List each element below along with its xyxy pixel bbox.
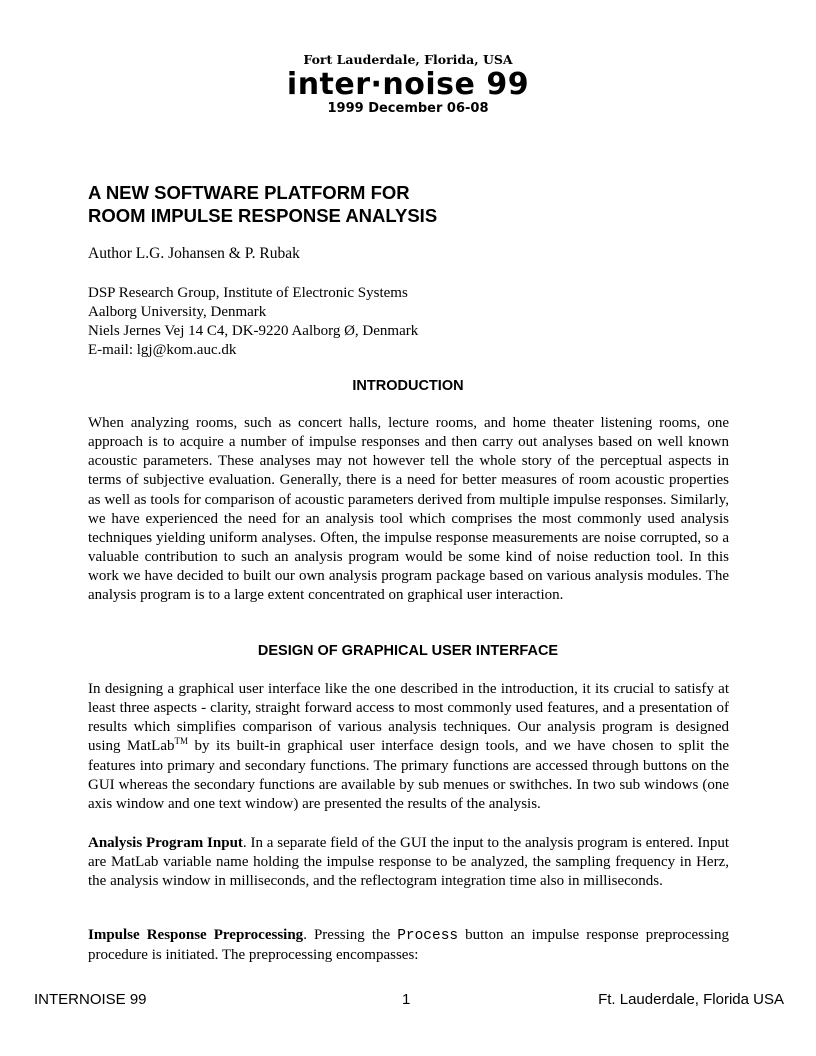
preprocessing-text-part1: . Pressing the: [303, 927, 398, 943]
introduction-heading: INTRODUCTION: [352, 378, 464, 394]
preprocessing-paragraph: [88, 926, 729, 965]
paper-authors: Author L.G. Johansen & P. Rubak: [88, 245, 300, 262]
analysis-input-paragraph: [88, 834, 729, 891]
author-affiliation: [88, 284, 418, 360]
conference-dates: 1999 December 06-08: [327, 101, 489, 116]
gui-design-text-part2: by its built-in graphical user interface design tools, and we have chosen to split the features into primary and secondary functions. The primary functions are accessed through buttons on the GUI whereas the secondary functions are available by sub menues or swithches. In two sub windows (one axis window and one text window) are presented the results of the analysis.: [88, 738, 729, 812]
page-footer: [34, 991, 784, 1009]
affiliation-address: Niels Jernes Vej 14 C4, DK-9220 Aalborg Ø, Denmark: [88, 323, 419, 339]
footer-conference: INTERNOISE 99: [34, 991, 147, 1008]
footer-page-number: 1: [402, 991, 411, 1008]
analysis-input-text: . In a separate field of the GUI the input to the analysis program is entered. Input are MatLab variable name holding the impulse response to be analyzed, the sampling frequency in Herz, the analysis window in milliseconds, and the reflectogram integration time also in milliseconds.: [88, 835, 729, 890]
affiliation-university: Aalborg University, Denmark: [88, 304, 267, 320]
gui-design-heading: DESIGN OF GRAPHICAL USER INTERFACE: [257, 643, 559, 659]
title-line: ROOM IMPULSE RESPONSE ANALYSIS: [88, 205, 438, 226]
footer-location: Ft. Lauderdale, Florida USA: [598, 991, 784, 1008]
affiliation-email: E-mail: lgj@kom.auc.dk: [88, 342, 237, 358]
preprocessing-lead: Impulse Response Preprocessing: [88, 927, 304, 943]
paper-title: [88, 181, 728, 227]
introduction-paragraph: When analyzing rooms, such as concert halls, lecture rooms, and home theater listening rooms, one approach is to acquire a number of impulse responses and then carry out analyses based on well known acoustic parameters. These analyses may not however tell the whole story of the perceptual aspects in terms of subjective evaluation. Generally, there is a need for better measures of room acoustic properties as well as tools for comparison of acoustic parameters derived from multiple impulse responses. Similarly, we have experienced the need for an analysis tool which comprises the most commonly used analysis techniques yielding uniform analyses. Often, the impulse response measurements are noise corrupted, so a valuable contribution to such an analysis program would be some kind of noise reduction tool. In this work we have decided to built our own analysis program package based on various analysis modules. The analysis program is to a large extent concentrated on graphical user interaction.: [88, 415, 729, 604]
gui-design-text-part1: In designing a graphical user interface like the one described in the introduction, it its crucial to satisfy at least three aspects - clarity, straight forward access to most commonly used features, and a presentation of results which simplifies comparison of various analysis techniques. Our analysis program is designed using MatLab: [88, 681, 729, 755]
affiliation-group: DSP Research Group, Institute of Electronic Systems: [88, 285, 408, 301]
analysis-input-lead: Analysis Program Input: [88, 835, 243, 851]
gui-design-paragraph: [88, 680, 729, 814]
preprocessing-text-part2: button an impulse response preprocessing procedure is initiated. The preprocessing encompasses:: [88, 927, 730, 964]
trademark-superscript: TM: [174, 736, 188, 747]
conference-logo: inter·noise 99: [286, 67, 530, 102]
conference-header: [0, 52, 816, 117]
process-button-code: Process: [397, 928, 459, 944]
title-line: A NEW SOFTWARE PLATFORM FOR: [88, 182, 410, 203]
conference-location: Fort Lauderdale, Florida, USA: [303, 52, 513, 67]
